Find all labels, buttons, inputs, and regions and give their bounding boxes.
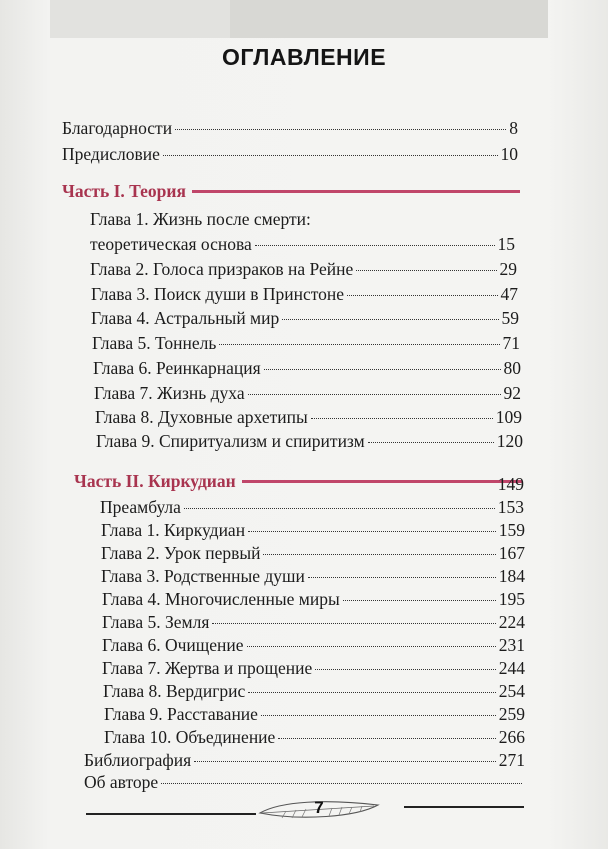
toc-entry[interactable] <box>93 357 521 379</box>
leader-dots <box>212 623 495 624</box>
top-bleed-strip <box>50 0 548 38</box>
toc-entry-page: 159 <box>498 520 525 540</box>
toc-entry-page: 167 <box>498 543 525 563</box>
toc-entry-page: 15 <box>497 234 515 254</box>
toc-entry-page: 71 <box>502 333 520 353</box>
toc-entry[interactable] <box>104 703 525 725</box>
toc-entry[interactable] <box>95 406 522 428</box>
leader-dots <box>248 394 501 395</box>
leader-dots <box>175 129 506 130</box>
toc-entry-page: 254 <box>498 681 525 701</box>
toc-entry-page: 109 <box>495 407 522 427</box>
toc-entry-page: 184 <box>498 566 525 586</box>
toc-entry-page: 47 <box>500 284 518 304</box>
leader-dots <box>248 531 496 532</box>
leader-dots <box>315 669 496 670</box>
leader-dots <box>347 295 497 296</box>
footer-rule-right <box>404 806 524 808</box>
toc-entry[interactable] <box>91 283 518 305</box>
toc-entry-label: Глава 1. Киркудиан <box>101 520 246 540</box>
leader-dots <box>163 155 498 156</box>
toc-entry[interactable] <box>101 542 525 564</box>
toc-entry[interactable] <box>90 258 517 280</box>
toc-entry-label: Глава 5. Земля <box>102 612 210 632</box>
leader-dots <box>161 783 522 784</box>
toc-entry-label: теоретическая основа <box>90 234 252 254</box>
toc-entry-page: 259 <box>498 704 525 724</box>
footer-rule-left <box>86 813 256 815</box>
leader-dots <box>282 319 498 320</box>
toc-entry-label: Глава 8. Вердигрис <box>103 681 246 701</box>
leader-dots <box>343 600 496 601</box>
toc-entry[interactable] <box>84 771 525 793</box>
toc-entry-label: Глава 3. Родственные души <box>101 566 305 586</box>
toc-entry-label: Глава 2. Голоса призраков на Рейне <box>90 259 354 279</box>
page-number: 7 <box>314 798 324 817</box>
toc-entry-label: Глава 5. Тоннель <box>92 333 217 353</box>
toc-entry[interactable] <box>62 117 518 139</box>
toc-entry[interactable] <box>102 588 525 610</box>
toc-entry-page: 231 <box>498 635 525 655</box>
toc-entry[interactable] <box>102 611 525 633</box>
leader-dots <box>278 738 495 739</box>
toc-entry[interactable] <box>102 634 525 656</box>
toc-entry[interactable] <box>103 680 525 702</box>
toc-entry-label: Благодарности <box>62 118 173 138</box>
toc-entry[interactable] <box>92 332 520 354</box>
leader-dots <box>311 418 493 419</box>
toc-entry[interactable] <box>84 749 525 771</box>
toc-entry-label: Библиография <box>84 750 192 770</box>
toc-entry-label: Глава 1. Жизнь после смерти: <box>90 209 311 229</box>
toc-entry-page: 29 <box>499 259 517 279</box>
toc-entry-page: 80 <box>503 358 521 378</box>
leader-dots <box>194 761 496 762</box>
toc-entry[interactable] <box>100 496 524 518</box>
part-2-page-row <box>74 473 524 495</box>
toc-entry-label: Глава 7. Жизнь духа <box>94 383 245 403</box>
leader-dots <box>308 577 496 578</box>
toc-entry-page: 266 <box>498 727 525 747</box>
toc-entry[interactable] <box>96 430 523 452</box>
toc-entry-label: Предисловие <box>62 144 160 164</box>
leader-dots <box>184 508 495 509</box>
toc-entry-label: Об авторе <box>84 772 159 792</box>
toc-entry[interactable] <box>104 726 525 748</box>
leader-dots <box>264 369 501 370</box>
leader-dots <box>247 646 496 647</box>
leader-dots <box>261 715 496 716</box>
folio-ornament <box>256 795 382 825</box>
toc-heading: ОГЛАВЛЕНИЕ <box>221 44 387 70</box>
toc-entry-page: 8 <box>509 118 518 138</box>
toc-entry[interactable] <box>101 519 525 541</box>
leader-dots <box>368 442 494 443</box>
toc-entry-page: 120 <box>496 431 523 451</box>
toc-entry-page: 10 <box>500 144 518 164</box>
toc-entry-page: 92 <box>503 383 521 403</box>
part-2-page: 149 <box>497 474 524 494</box>
toc-entry[interactable] <box>101 565 525 587</box>
toc-entry[interactable] <box>91 307 519 329</box>
toc-entry-label: Глава 3. Поиск души в Принстоне <box>91 284 345 304</box>
leader-dots <box>356 270 496 271</box>
toc-entry-label: Глава 9. Расставание <box>104 704 258 724</box>
toc-entry-page: 153 <box>497 497 524 517</box>
leader-dots <box>255 245 495 246</box>
leader-dots <box>219 344 499 345</box>
part-1-title: Часть I. Теория <box>62 181 186 201</box>
toc-entry-page: 224 <box>498 612 525 632</box>
toc-entry[interactable] <box>90 208 513 230</box>
toc-entry-label: Преамбула <box>100 497 181 517</box>
toc-entry[interactable] <box>90 233 515 255</box>
toc-entry-label: Глава 8. Духовные архетипы <box>95 407 308 427</box>
part-1-rule <box>192 190 520 193</box>
toc-entry-label: Глава 9. Спиритуализм и спиритизм <box>96 431 365 451</box>
toc-entry[interactable] <box>62 143 518 165</box>
part-2-title: Часть II. Киркудиан <box>74 471 236 491</box>
toc-entry[interactable] <box>94 382 521 404</box>
toc-entry-label: Глава 7. Жертва и прощение <box>102 658 313 678</box>
toc-entry-page: 244 <box>498 658 525 678</box>
part-1-heading[interactable] <box>62 180 520 202</box>
toc-entry-label: Глава 6. Очищение <box>102 635 244 655</box>
toc-entry-page: 195 <box>498 589 525 609</box>
leader-dots <box>263 554 495 555</box>
toc-entry-page: 59 <box>501 308 519 328</box>
toc-entry-label: Глава 2. Урок первый <box>101 543 261 563</box>
toc-entry-label: Глава 10. Объединение <box>104 727 276 747</box>
toc-entry-label: Глава 4. Астральный мир <box>91 308 280 328</box>
toc-entry[interactable] <box>102 657 525 679</box>
toc-entry-page: 271 <box>498 750 525 770</box>
leader-dots <box>248 692 495 693</box>
toc-entry-label: Глава 6. Реинкарнация <box>93 358 261 378</box>
toc-entry-label: Глава 4. Многочисленные миры <box>102 589 340 609</box>
